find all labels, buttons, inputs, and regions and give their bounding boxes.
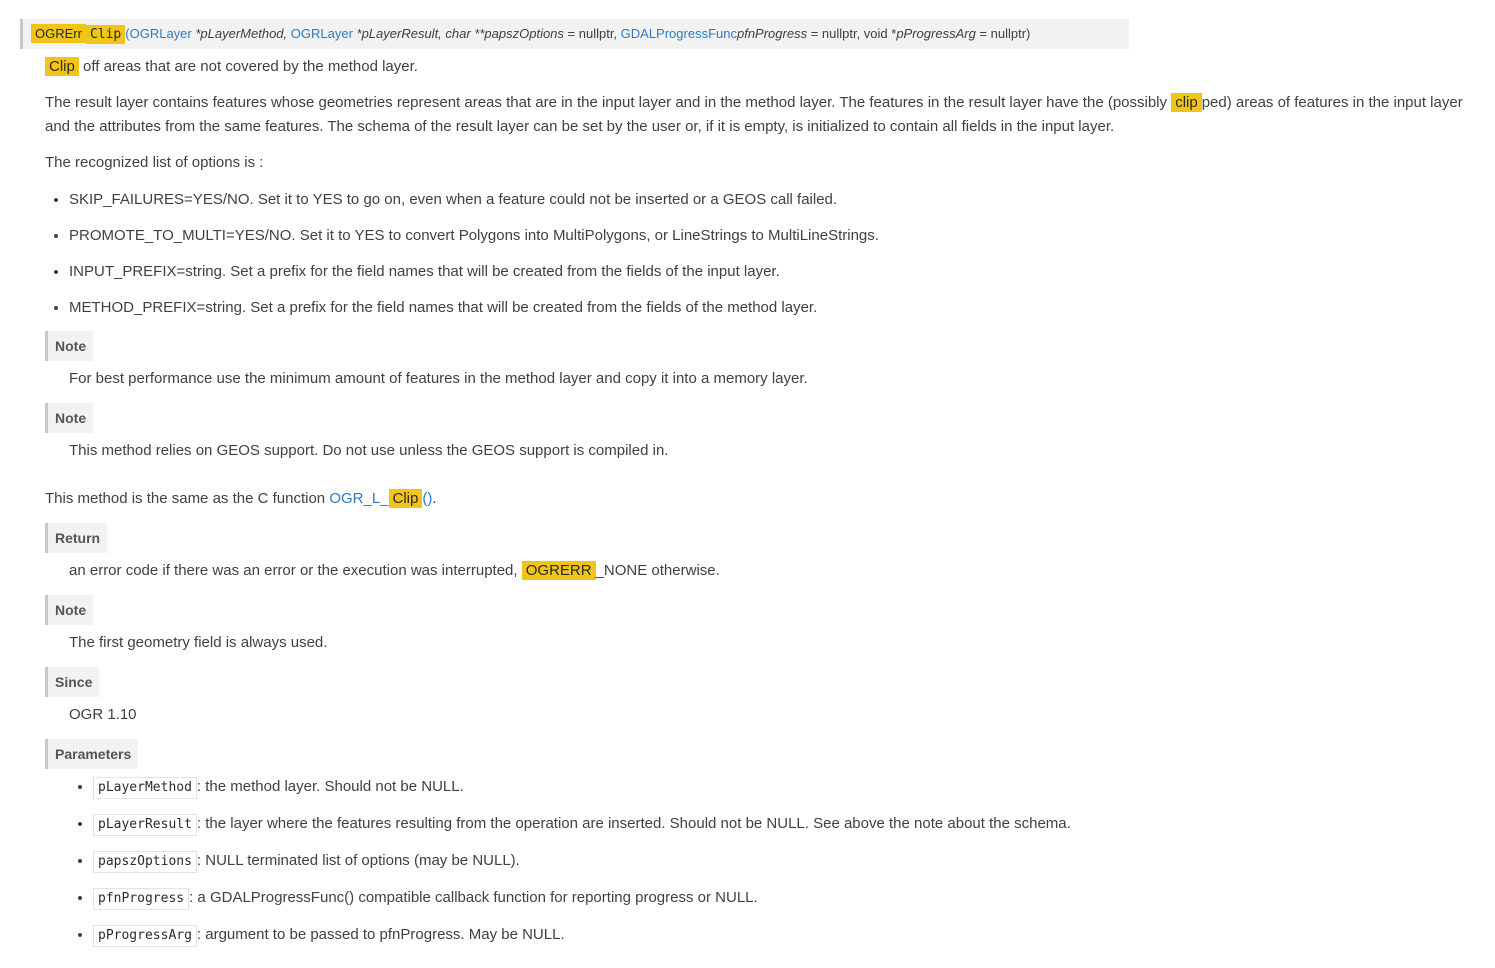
c-function-link-parens[interactable]: ()	[422, 490, 433, 507]
function-signature	[20, 19, 1129, 49]
since-label: Since	[45, 667, 99, 697]
param-p2: *pLayerResult, char **	[352, 26, 485, 41]
param-desc: : a GDALProgressFunc() compatible callback function for reporting progress or NULL.	[189, 889, 758, 906]
result-text-a: The result layer contains features whose geometries represent areas that are in the input layer and in the method layer. The features in the result layer have the (possibly	[45, 94, 1172, 111]
note-label: Note	[45, 403, 93, 433]
note-text: For best performance use the minimum amount of features in the method layer and copy it into a memory layer.	[69, 370, 808, 387]
param-p3b: = nullptr, void *	[807, 26, 897, 41]
return-text-a: an error code if there was an error or the execution was interrupted,	[69, 562, 522, 579]
highlight-clip: Clip	[45, 57, 79, 76]
param-name: pLayerMethod	[93, 777, 197, 799]
note-text: The first geometry field is always used.	[69, 634, 328, 651]
param-p3: pfnProgress	[736, 26, 808, 41]
return-text	[69, 559, 720, 583]
same-as-paragraph	[45, 487, 1475, 511]
param-name: pProgressArg	[93, 925, 197, 947]
list-item	[93, 849, 1071, 886]
return-label: Return	[45, 523, 107, 553]
list-item: • METHOD_PREFIX=string. Set a prefix for the field names that will be created from the fields of the method layer.	[69, 296, 879, 332]
return-type-link[interactable]: OGRErr	[31, 24, 86, 43]
same-as-text: This method is the same as the C function	[45, 490, 330, 507]
param-desc: : NULL terminated list of options (may be NULL).	[196, 852, 520, 869]
param-p1: *pLayerMethod,	[191, 26, 291, 41]
param-desc: : the layer where the features resulting from the operation are inserted. Should not be NULL. See above the note about the schema.	[196, 815, 1071, 832]
intro-text: off areas that are not covered by the method layer.	[78, 58, 418, 75]
highlight-clip-2: clip	[1171, 93, 1202, 112]
type-link-ogrlayer-1[interactable]: OGRLayer	[129, 26, 192, 41]
list-item: • INPUT_PREFIX=string. Set a prefix for the field names that will be created from the fields of the input layer.	[69, 260, 879, 296]
list-item	[93, 775, 1071, 812]
function-name: Clip	[86, 25, 125, 44]
param-p4b: = nullptr)	[975, 26, 1031, 41]
param-name: papszOptions	[93, 851, 197, 873]
return-text-b: _NONE otherwise.	[595, 562, 720, 579]
result-paragraph	[45, 91, 1475, 139]
list-item: • PROMOTE_TO_MULTI=YES/NO. Set it to YES to convert Polygons into MultiPolygons, or LineStrings to MultiLineStrings.	[69, 224, 879, 260]
type-link-ogrlayer-2[interactable]: OGRLayer	[290, 26, 353, 41]
type-link-progressfunc[interactable]: GDALProgressFunc	[620, 26, 737, 41]
list-item	[93, 812, 1071, 849]
options-intro: The recognized list of options is :	[45, 154, 264, 171]
since-text: OGR 1.10	[69, 706, 137, 723]
list-item	[93, 923, 1071, 960]
highlight-ogrerr: OGRERR	[522, 561, 596, 580]
c-function-link[interactable]: OGR_L_	[329, 490, 389, 507]
intro-paragraph	[45, 55, 1475, 79]
note-label: Note	[45, 595, 93, 625]
param-name: pfnProgress	[93, 888, 189, 910]
highlight-clip-3[interactable]: Clip	[389, 489, 423, 508]
signature-open-paren: (	[125, 26, 130, 41]
note-label: Note	[45, 331, 93, 361]
param-p4: pProgressArg	[896, 26, 976, 41]
parameters-label: Parameters	[45, 739, 138, 769]
list-item: • SKIP_FAILURES=YES/NO. Set it to YES to go on, even when a feature could not be inserted or a GEOS call failed.	[69, 188, 879, 224]
param-desc: : argument to be passed to pfnProgress. May be NULL.	[196, 926, 565, 943]
param-name: pLayerResult	[93, 814, 197, 836]
result-text-b: ped) areas of features in the input layer and the attributes from the same features. The schema of the result layer can be set by the user or, if it is empty, is initialized to contain all fields in the input layer.	[45, 94, 1463, 135]
parameters-list	[69, 775, 1071, 960]
param-p2b: papszOptions	[484, 26, 564, 41]
list-item	[93, 886, 1071, 923]
same-as-end: .	[432, 490, 437, 507]
param-p2c: = nullptr,	[563, 26, 621, 41]
param-desc: : the method layer. Should not be NULL.	[196, 778, 464, 795]
note-text: This method relies on GEOS support. Do not use unless the GEOS support is compiled in.	[69, 442, 669, 459]
options-list	[45, 188, 879, 332]
